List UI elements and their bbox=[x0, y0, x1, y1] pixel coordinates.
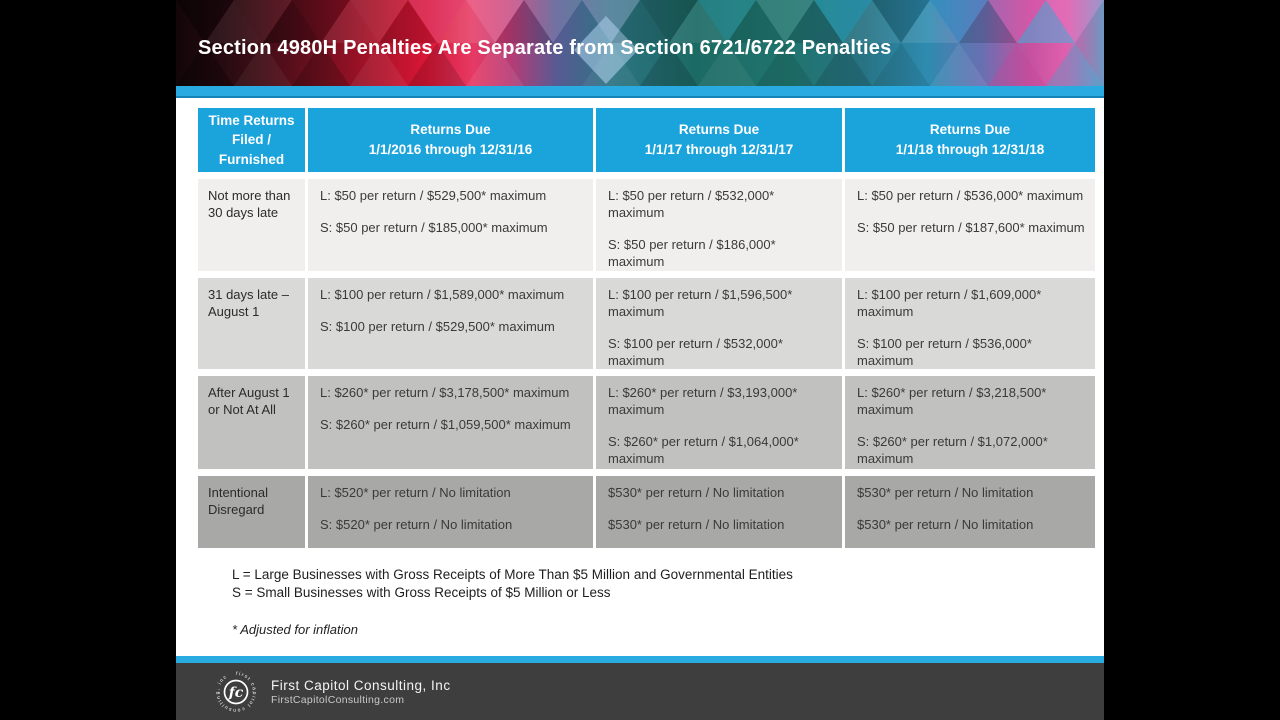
small-business-penalty: S: $100 per return / $529,500* maximum bbox=[320, 318, 555, 334]
small-business-penalty: S: $260* per return / $1,072,000* maximum bbox=[857, 433, 1048, 466]
footer bbox=[176, 663, 1104, 720]
table-cell bbox=[308, 179, 593, 271]
large-business-penalty: L: $50 per return / $532,000* maximum bbox=[608, 188, 775, 220]
column-header-title: Returns Due bbox=[410, 122, 491, 138]
large-business-penalty: $530* per return / No limitation bbox=[608, 485, 785, 500]
column-header-title: Returns Due bbox=[678, 122, 760, 138]
large-business-penalty: L: $260* per return / $3,178,500* maximum bbox=[320, 385, 570, 400]
letterbox-left bbox=[0, 0, 176, 720]
table-cell bbox=[308, 476, 593, 548]
penalty-table bbox=[198, 108, 1095, 548]
small-business-penalty: S: $520* per return / No limitation bbox=[320, 516, 513, 532]
table-cell bbox=[845, 278, 1095, 369]
small-business-penalty: S: $50 per return / $185,000* maximum bbox=[320, 219, 548, 235]
company-website: FirstCapitolConsulting.com bbox=[271, 693, 405, 706]
table-cell bbox=[596, 476, 842, 548]
table-cell bbox=[596, 179, 842, 271]
banner bbox=[176, 0, 1104, 86]
large-business-penalty: L: $100 per return / $1,589,000* maximum bbox=[320, 287, 565, 302]
table-corner-header: Time Returns Filed / Furnished bbox=[198, 108, 305, 172]
large-business-penalty: L: $260* per return / $3,218,500* maximum bbox=[857, 385, 1047, 417]
large-business-penalty: L: $100 per return / $1,609,000* maximum bbox=[857, 287, 1042, 319]
small-business-penalty: S: $50 per return / $187,600* maximum bbox=[857, 219, 1085, 235]
large-business-penalty: L: $100 per return / $1,596,500* maximum bbox=[608, 287, 793, 319]
logo-ring-text: first capitol consulting, inc bbox=[214, 670, 258, 713]
legend bbox=[232, 566, 793, 602]
page-title: Section 4980H Penalties Are Separate from Section 6721/6722 Penalties bbox=[198, 37, 892, 59]
table-cell bbox=[596, 278, 842, 369]
table-column-header-2018 bbox=[845, 108, 1095, 172]
table-column-header-2016 bbox=[308, 108, 593, 172]
column-header-range: 1/1/17 through 12/31/17 bbox=[644, 142, 794, 157]
table-cell bbox=[845, 376, 1095, 469]
column-header-title: Returns Due bbox=[929, 122, 1011, 138]
inflation-footnote: * Adjusted for inflation bbox=[232, 622, 358, 637]
accent-stripe-top bbox=[176, 86, 1104, 98]
large-business-penalty: L: $50 per return / $529,500* maximum bbox=[320, 188, 547, 203]
logo-monogram: fc bbox=[228, 684, 244, 701]
company-logo-icon bbox=[212, 668, 260, 716]
legend-large-definition: L = Large Businesses with Gross Receipts of More Than $5 Million and Governmental Entities bbox=[232, 567, 793, 582]
small-business-penalty: S: $100 per return / $536,000* maximum bbox=[857, 335, 1032, 368]
table-cell bbox=[308, 278, 593, 369]
large-business-penalty: $530* per return / No limitation bbox=[857, 485, 1034, 500]
accent-stripe-bottom bbox=[176, 656, 1104, 663]
column-header-range: 1/1/18 through 12/31/18 bbox=[895, 142, 1045, 157]
row-label: Not more than 30 days late bbox=[198, 179, 305, 271]
row-label: Intentional Disregard bbox=[198, 476, 305, 548]
table-cell bbox=[596, 376, 842, 469]
row-label: 31 days late – August 1 bbox=[198, 278, 305, 369]
small-business-penalty: S: $260* per return / $1,064,000* maximum bbox=[608, 433, 799, 466]
letterbox-right bbox=[1104, 0, 1280, 720]
small-business-penalty: S: $100 per return / $532,000* maximum bbox=[608, 335, 783, 368]
small-business-penalty: S: $260* per return / $1,059,500* maximum bbox=[320, 416, 571, 432]
large-business-penalty: L: $260* per return / $3,193,000* maximum bbox=[608, 385, 798, 417]
company-name: First Capitol Consulting, Inc bbox=[271, 677, 451, 693]
slide-body bbox=[176, 98, 1104, 656]
small-business-penalty: S: $50 per return / $186,000* maximum bbox=[608, 236, 776, 269]
table-cell bbox=[308, 376, 593, 469]
table-column-header-2017 bbox=[596, 108, 842, 172]
footer-text bbox=[271, 678, 451, 706]
column-header-range: 1/1/2016 through 12/31/16 bbox=[368, 142, 533, 157]
large-business-penalty: L: $520* per return / No limitation bbox=[320, 485, 511, 500]
legend-small-definition: S = Small Businesses with Gross Receipts of $5 Million or Less bbox=[232, 584, 611, 600]
table-cell bbox=[845, 476, 1095, 548]
slide bbox=[176, 0, 1104, 720]
small-business-penalty: $530* per return / No limitation bbox=[608, 516, 785, 532]
row-label: After August 1 or Not At All bbox=[198, 376, 305, 469]
table-cell bbox=[845, 179, 1095, 271]
small-business-penalty: $530* per return / No limitation bbox=[857, 516, 1034, 532]
large-business-penalty: L: $50 per return / $536,000* maximum bbox=[857, 188, 1084, 203]
